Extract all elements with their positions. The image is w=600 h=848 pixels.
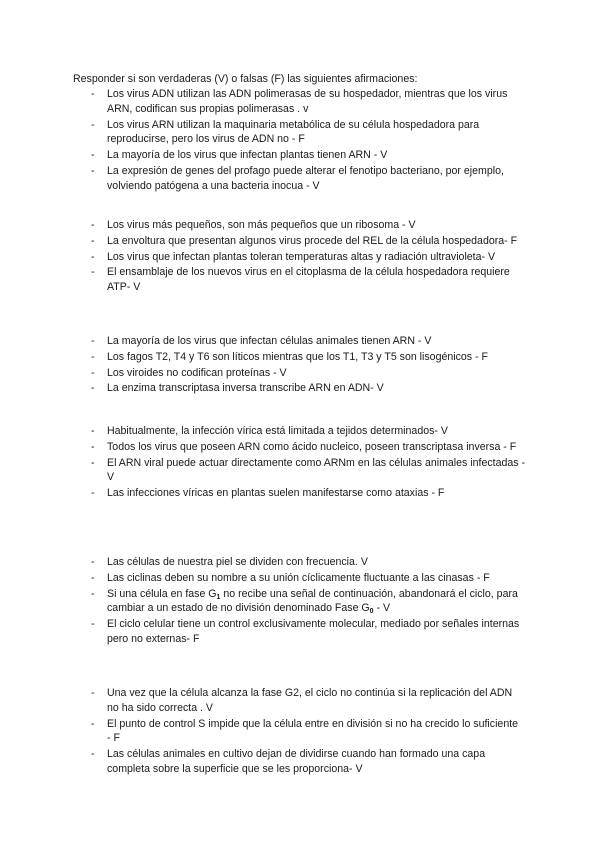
bullet-dash: - (91, 487, 95, 500)
instructions-heading: Responder si son verdaderas (V) o falsas (F) las siguientes afirmaciones: (73, 73, 418, 85)
statement-text: Todos los virus que poseen ARN como ácido nucleico, poseen transcriptasa inversa - F (107, 440, 517, 453)
bullet-dash: - (91, 164, 95, 177)
statement-item (0, 334, 600, 349)
statement-text: Las ciclinas deben su nombre a su unión cíclicamente fluctuante a las cinasas - F (107, 571, 490, 584)
statement-item (0, 164, 600, 194)
statement-text: El ensamblaje de los nuevos virus en el citoplasma de la célula hospedadora requiere ATP- V (107, 266, 510, 294)
statement-text: La mayoría de los virus que infectan plantas tienen ARN - V (107, 149, 388, 162)
statement-item (0, 686, 600, 716)
statement-item (0, 350, 600, 365)
bullet-dash: - (91, 456, 95, 469)
statement-item (0, 617, 600, 647)
statement-text: Los virus que infectan plantas toleran temperaturas altas y radiación ultravioleta- V (107, 250, 496, 263)
statement-text: La enzima transcriptasa inversa transcribe ARN en ADN- V (107, 382, 384, 395)
statement-text: La mayoría de los virus que infectan células animales tienen ARN - V (107, 335, 432, 347)
statement-group-2 (0, 218, 600, 296)
statement-text: Las células animales en cultivo dejan de dividirse cuando han formado una capa completa sobre la superficie que se les proporciona- V (107, 748, 486, 775)
bullet-dash: - (91, 618, 95, 631)
statement-text: Los virus ADN utilizan las ADN polimerasas de su hospedador, mientras que los virus ARN, codifican sus propias polimerasas . v (107, 88, 508, 115)
bullet-dash: - (91, 250, 95, 263)
statement-item (0, 486, 600, 501)
statement-item (0, 440, 600, 455)
bullet-dash: - (91, 587, 95, 600)
bullet-dash: - (91, 556, 95, 568)
statement-text: Los virus ARN utilizan la maquinaria metabólica de su célula hospedadora para reproducirse, pero los virus de ADN no - F (107, 118, 480, 146)
bullet-dash: - (91, 687, 95, 699)
statement-item (0, 717, 600, 747)
bullet-dash: - (91, 571, 95, 584)
bullet-dash: - (91, 335, 95, 347)
statement-text: Habitualmente, la infección vírica está limitada a tejidos determinados- V (107, 425, 448, 437)
bullet-dash: - (91, 118, 95, 131)
statement-group-6 (0, 686, 600, 778)
subscript-zero: 0 (369, 608, 374, 616)
subscript-one: 1 (216, 593, 221, 601)
bullet-dash: - (91, 149, 95, 162)
statement-item (0, 118, 600, 148)
statement-text: El punto de control S impide que la célula entre en división si no ha crecido lo suficiente - F (107, 717, 519, 745)
bullet-dash: - (91, 425, 95, 437)
bullet-dash: - (91, 266, 95, 279)
statement-text: Los virus más pequeños, son más pequeños que un ribosoma - V (107, 219, 416, 231)
statement-item (0, 250, 600, 265)
bullet-dash: - (91, 440, 95, 453)
statement-item (0, 571, 600, 586)
bullet-dash: - (91, 350, 95, 363)
statement-item (0, 87, 600, 117)
bullet-dash: - (91, 219, 95, 231)
statement-text: La envoltura que presentan algunos virus procede del REL de la célula hospedadora- F (107, 234, 518, 247)
statement-item (0, 587, 600, 617)
statement-text: Una vez que la célula alcanza la fase G2, el ciclo no continúa si la replicación del ADN no ha sido correcta . V (107, 687, 513, 714)
statement-item (0, 424, 600, 439)
bullet-dash: - (91, 234, 95, 247)
statement-group-5 (0, 555, 600, 648)
statement-item (0, 456, 600, 486)
statement-item (0, 381, 600, 396)
statement-group-3 (0, 334, 600, 397)
bullet-dash: - (91, 382, 95, 395)
statement-group-1 (0, 87, 600, 195)
statement-item (0, 555, 600, 570)
statement-group-4 (0, 424, 600, 502)
statement-text: La expresión de genes del profago puede alterar el fenotipo bacteriano, por ejemplo, volviendo patógena a una bacteria inocua - V (107, 164, 504, 192)
statement-text: Si una célula en fase $G_1$ no recibe una señal de continuación, abandonará el ciclo, para cambiar a un estado de no división denominado Fase $G_0$ - V (107, 587, 518, 616)
bullet-dash: - (91, 88, 95, 100)
statement-item (0, 366, 600, 381)
statement-text: Los fagos T2, T4 y T6 son líticos mientras que los T1, T3 y T5 son lisogénicos - F (107, 350, 488, 363)
statement-item (0, 218, 600, 233)
statement-item (0, 265, 600, 295)
statement-text: Las células de nuestra piel se dividen con frecuencia. V (107, 556, 368, 568)
statement-text: El ARN viral puede actuar directamente como ARNm en las células animales infectadas - V (107, 456, 526, 484)
statement-item (0, 148, 600, 163)
statement-text: Los viroides no codifican proteínas - V (107, 366, 287, 379)
bullet-dash: - (91, 748, 95, 761)
statement-item (0, 747, 600, 777)
statement-text: El ciclo celular tiene un control exclusivamente molecular, mediado por señales internas pero no externas- F (107, 618, 520, 645)
statement-item (0, 234, 600, 249)
statement-text: Las infecciones víricas en plantas suelen manifestarse como ataxias - F (107, 487, 445, 500)
bullet-dash: - (91, 366, 95, 379)
bullet-dash: - (91, 717, 95, 730)
